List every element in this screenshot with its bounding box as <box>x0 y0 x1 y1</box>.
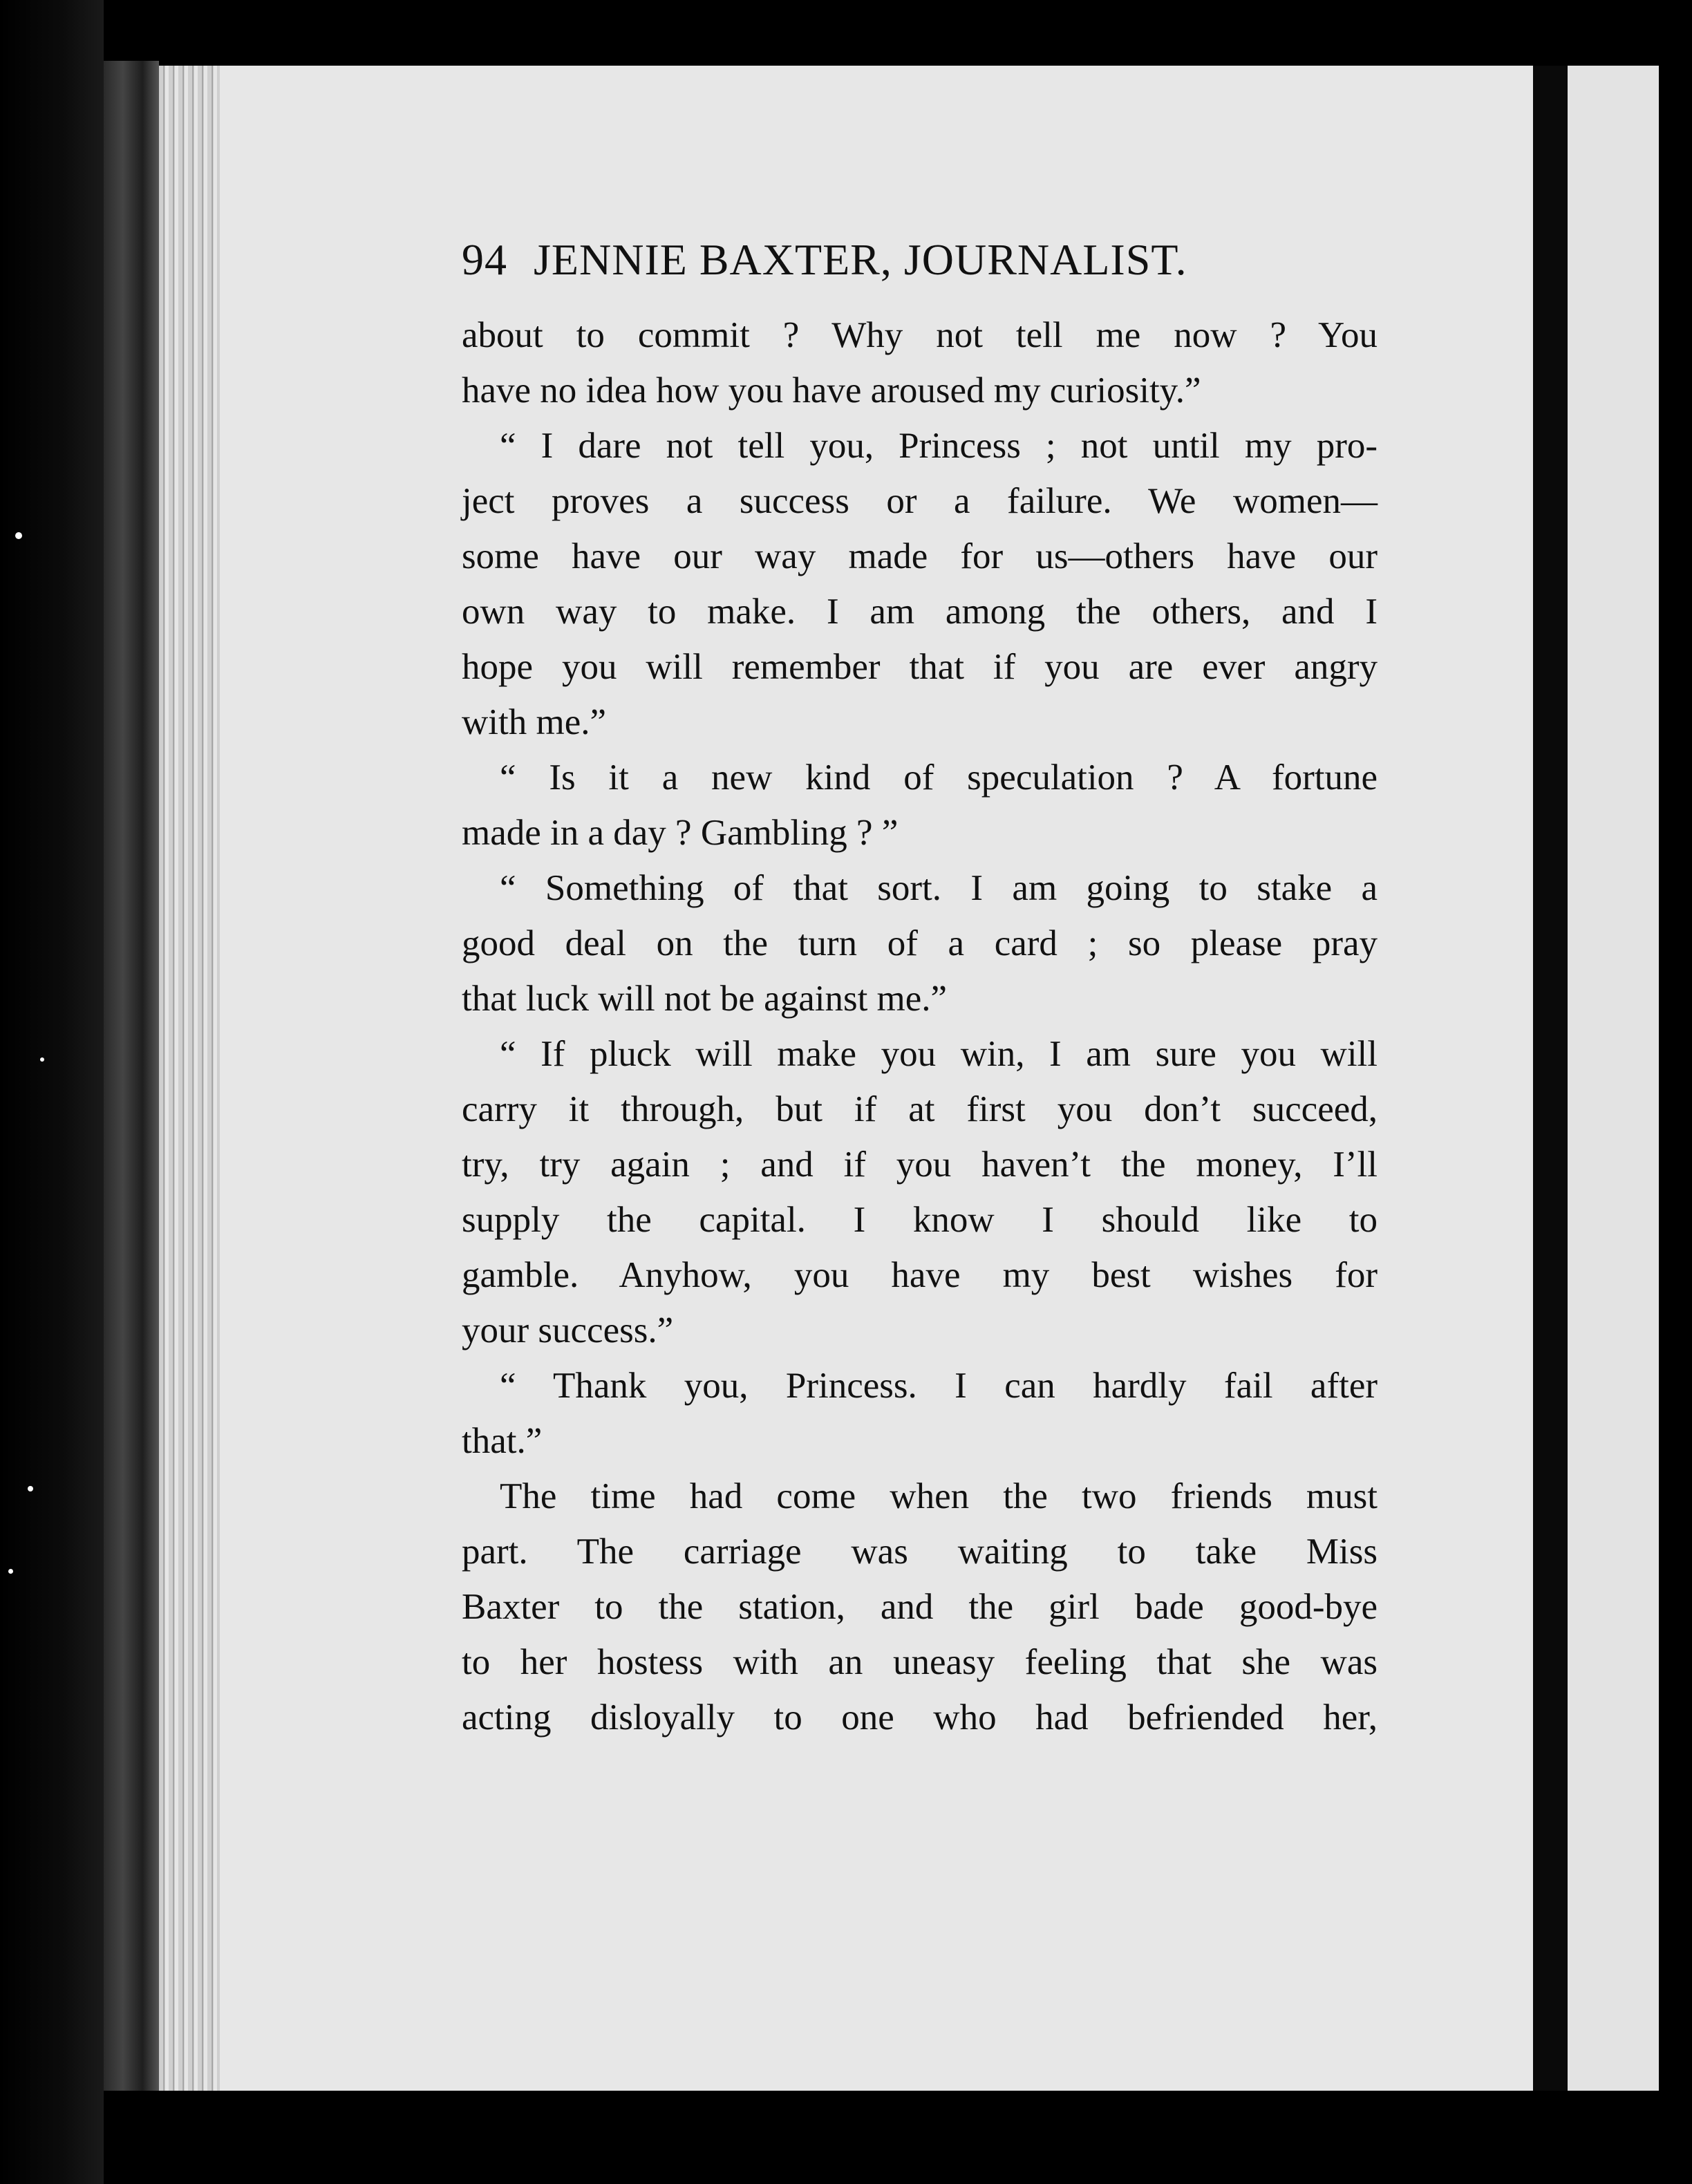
running-title: JENNIE BAXTER, JOURNALIST. <box>534 235 1187 284</box>
text-line: that.” <box>462 1421 543 1461</box>
text-line: with me.” <box>462 702 606 742</box>
body-text <box>462 308 1378 1745</box>
text-line: gamble. Anyhow, you have my best wishes for <box>462 1255 1378 1295</box>
text-line: some have our way made for us—others have our <box>462 536 1378 576</box>
text-line: have no idea how you have aroused my curiosity.” <box>462 370 1201 411</box>
text-line: carry it through, but if at first you don’t succeed, <box>462 1089 1378 1129</box>
text-line: hope you will remember that if you are ever angry <box>462 647 1378 687</box>
text-line: own way to make. I am among the others, and I <box>462 592 1378 632</box>
text-line: made in a day ? Gambling ? ” <box>462 813 899 853</box>
scan-speck <box>28 1486 33 1491</box>
page-number: 94 <box>462 235 507 284</box>
text-line: part. The carriage was waiting to take Miss <box>462 1532 1378 1572</box>
text-line: your success.” <box>462 1310 674 1350</box>
page-edges <box>159 66 221 2091</box>
text-line: ject proves a success or a failure. We women— <box>462 481 1378 521</box>
gutter-shadow <box>1533 66 1568 2091</box>
scan-speck <box>40 1057 44 1062</box>
text-line: that luck will not be against me.” <box>462 979 948 1019</box>
text-line: “ Something of that sort. I am going to stake a <box>500 868 1378 908</box>
text-line: try, try again ; and if you haven’t the money, I’ll <box>462 1145 1378 1185</box>
running-header <box>462 232 1381 288</box>
scan-background-bottom <box>104 2091 1692 2184</box>
text-line: “ Is it a new kind of speculation ? A fortune <box>500 757 1378 798</box>
scan-background-right <box>1659 66 1692 2091</box>
text-line: Baxter to the station, and the girl bade good-bye <box>462 1587 1378 1627</box>
text-line: “ I dare not tell you, Princess ; not until my pro- <box>500 426 1378 466</box>
text-line: acting disloyally to one who had befriended her, <box>462 1697 1378 1738</box>
scan-speck <box>8 1569 13 1574</box>
text-line: “ Thank you, Princess. I can hardly fail after <box>500 1366 1378 1406</box>
text-line: to her hostess with an uneasy feeling that she was <box>462 1642 1378 1682</box>
text-line: good deal on the turn of a card ; so please pray <box>462 923 1378 963</box>
scan-speck <box>15 532 22 539</box>
book-spine <box>104 61 159 2093</box>
text-line: about to commit ? Why not tell me now ? You <box>462 315 1378 355</box>
text-line: “ If pluck will make you win, I am sure you will <box>500 1034 1378 1074</box>
scan-background-left <box>0 0 104 2184</box>
text-line: The time had come when the two friends must <box>500 1476 1378 1516</box>
text-line: supply the capital. I know I should like to <box>462 1200 1378 1240</box>
